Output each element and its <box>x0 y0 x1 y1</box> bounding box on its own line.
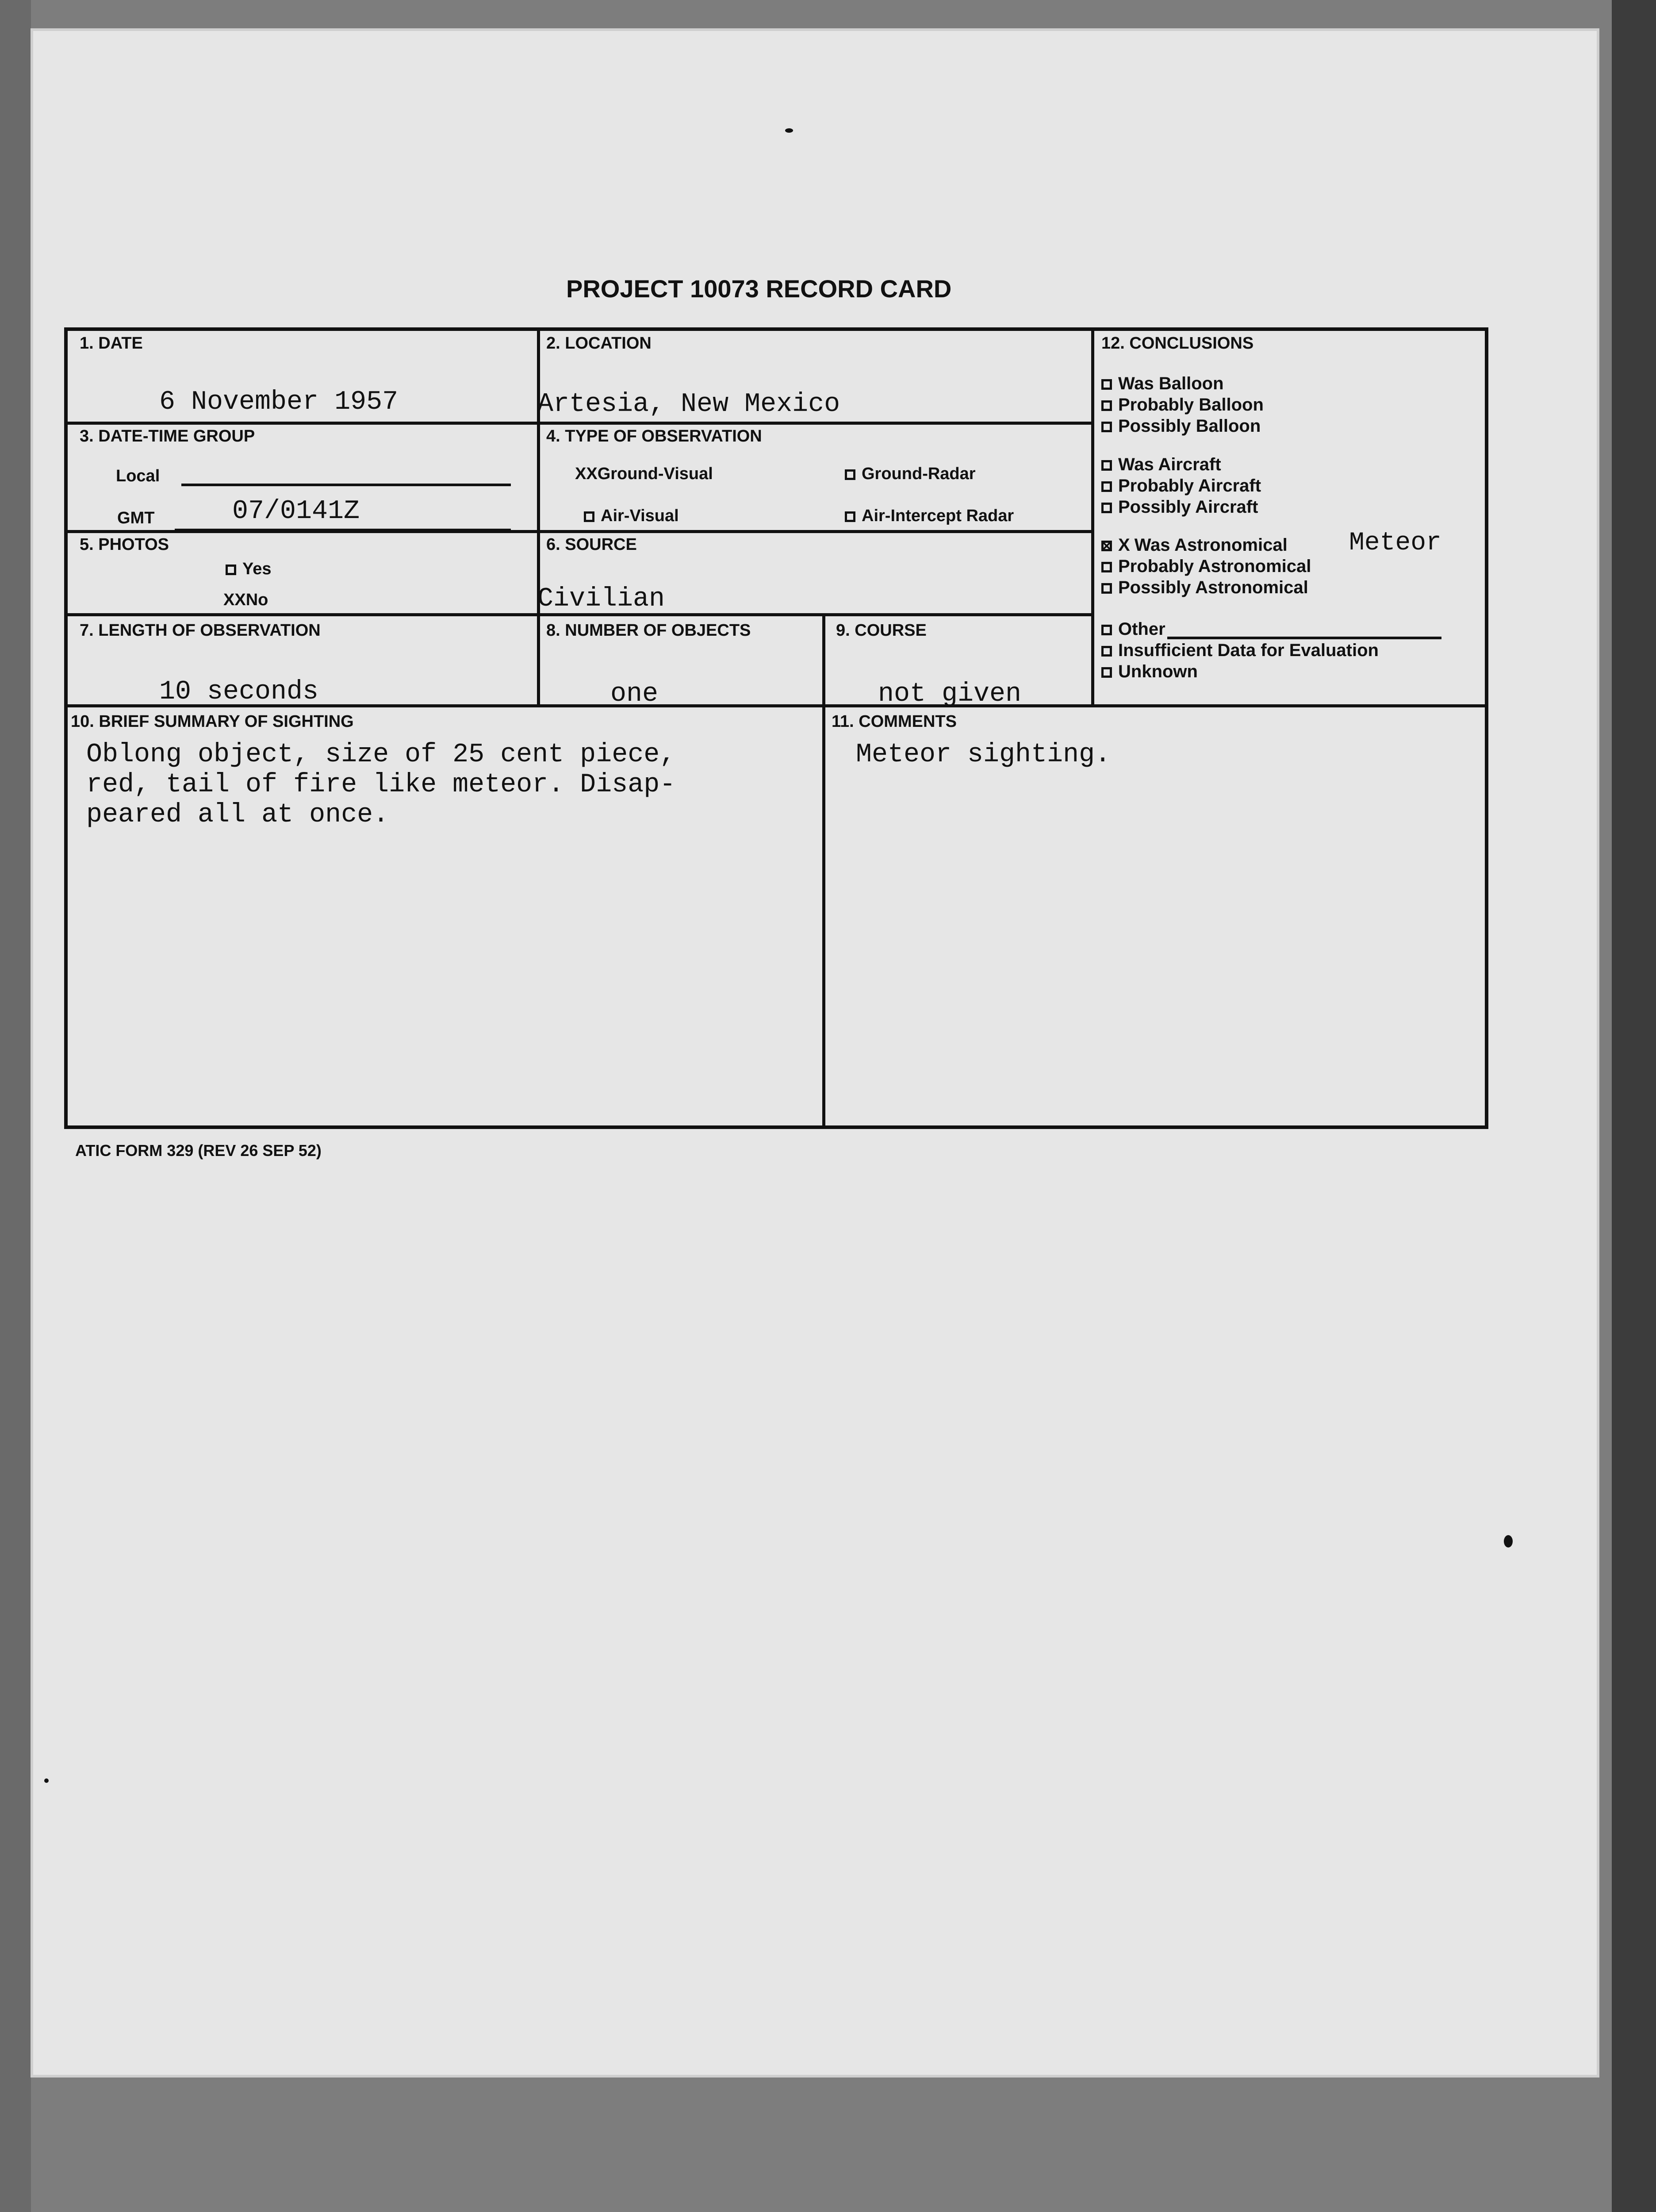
conclusion-label: Was Balloon <box>1118 374 1224 393</box>
checkbox-icon <box>1101 646 1112 657</box>
conclusion-was-balloon <box>1101 374 1224 394</box>
ground-visual-label: Ground-Visual <box>597 465 713 483</box>
conclusion-insufficient <box>1101 641 1379 661</box>
conclusion-unknown <box>1101 662 1198 682</box>
type-of-observation-label: 4. TYPE OF OBSERVATION <box>546 427 762 445</box>
photos-label: 5. PHOTOS <box>80 535 169 554</box>
checkbox-icon <box>1101 481 1112 492</box>
location-label: 2. LOCATION <box>546 334 652 353</box>
date-time-group-label: 3. DATE-TIME GROUP <box>80 427 255 445</box>
date-value: 6 November 1957 <box>159 387 399 417</box>
checkbox-checked-icon <box>1101 541 1112 551</box>
scan-left-edge <box>0 0 31 2212</box>
speck <box>785 128 793 133</box>
length-value: 10 seconds <box>159 677 319 707</box>
checkbox-icon <box>1101 667 1112 678</box>
conclusion-was-aircraft <box>1101 455 1221 475</box>
checkbox-icon <box>1101 422 1112 432</box>
checkbox-icon <box>845 469 855 480</box>
conclusion-possibly-balloon <box>1101 416 1261 436</box>
checkbox-icon <box>845 511 855 522</box>
conclusion-label: Possibly Balloon <box>1118 416 1261 436</box>
course-value: not given <box>878 679 1022 709</box>
comments-value: Meteor sighting. <box>856 740 1111 770</box>
checkbox-icon <box>1101 379 1112 390</box>
form-id: ATIC FORM 329 (REV 26 SEP 52) <box>75 1141 322 1160</box>
conclusion-label: Probably Astronomical <box>1118 557 1311 576</box>
conclusions-label: 12. CONCLUSIONS <box>1101 334 1254 353</box>
checkbox-icon <box>1101 460 1112 471</box>
summary-label: 10. BRIEF SUMMARY OF SIGHTING <box>71 712 354 731</box>
summary-line: red, tail of fire like meteor. Disap- <box>86 770 676 800</box>
grid-line <box>64 422 1091 425</box>
air-intercept-radar-option <box>845 507 1014 526</box>
source-label: 6. SOURCE <box>546 535 637 554</box>
conclusion-label: Probably Aircraft <box>1118 476 1261 495</box>
checkbox-icon <box>584 511 594 522</box>
grid-line <box>822 613 825 1129</box>
photos-yes-option <box>226 560 272 579</box>
course-label: 9. COURSE <box>836 621 927 640</box>
photos-no-option <box>223 591 268 610</box>
photos-no-label: No <box>245 591 268 609</box>
checkbox-icon <box>1101 562 1112 572</box>
gmt-label: GMT <box>117 509 155 527</box>
conclusion-label: Was Aircraft <box>1118 455 1221 474</box>
conclusion-label: Possibly Aircraft <box>1118 497 1258 517</box>
gmt-value: 07/0141Z <box>232 496 360 526</box>
number-of-objects-value: one <box>610 679 659 709</box>
conclusion-probably-astronomical <box>1101 557 1311 576</box>
conclusion-possibly-aircraft <box>1101 497 1258 517</box>
card-title: PROJECT 10073 RECORD CARD <box>566 275 952 303</box>
location-value: Artesia, New Mexico <box>537 389 840 419</box>
checkbox-icon <box>1101 400 1112 411</box>
conclusion-was-astronomical <box>1101 535 1288 555</box>
grid-line <box>537 327 540 704</box>
ground-visual-mark: XX <box>575 465 598 483</box>
photos-yes-label: Yes <box>242 560 272 578</box>
was-astronomical-mark: X <box>1118 535 1130 555</box>
ground-radar-label: Ground-Radar <box>862 465 976 483</box>
conclusion-probably-aircraft <box>1101 476 1261 496</box>
speck <box>1504 1535 1513 1548</box>
conclusion-other <box>1101 619 1441 639</box>
conclusion-probably-balloon <box>1101 395 1264 415</box>
ground-radar-option <box>845 465 976 484</box>
summary-line: Oblong object, size of 25 cent piece, <box>86 740 676 770</box>
number-of-objects-label: 8. NUMBER OF OBJECTS <box>546 621 751 640</box>
ground-visual-option <box>575 465 713 484</box>
conclusion-label: Unknown <box>1118 662 1198 681</box>
scan-right-edge <box>1612 0 1656 2212</box>
conclusion-label: Other <box>1118 619 1165 639</box>
checkbox-icon <box>1101 625 1112 635</box>
photos-no-mark: XX <box>223 591 246 609</box>
length-label: 7. LENGTH OF OBSERVATION <box>80 621 321 640</box>
speck <box>44 1778 49 1783</box>
local-blank <box>181 464 511 486</box>
conclusion-label: Was Astronomical <box>1134 535 1288 555</box>
other-blank <box>1167 632 1441 639</box>
air-visual-label: Air-Visual <box>601 507 679 525</box>
conclusion-possibly-astronomical <box>1101 578 1308 598</box>
checkbox-icon <box>226 565 236 575</box>
date-label: 1. DATE <box>80 334 143 353</box>
checkbox-icon <box>1101 503 1112 513</box>
comments-label: 11. COMMENTS <box>832 712 957 731</box>
air-visual-option <box>584 507 679 526</box>
air-intercept-radar-label: Air-Intercept Radar <box>862 507 1014 525</box>
grid-line <box>1091 327 1094 704</box>
conclusion-label: Insufficient Data for Evaluation <box>1118 641 1379 660</box>
local-label: Local <box>116 467 160 485</box>
was-astronomical-note: Meteor <box>1349 529 1441 557</box>
conclusion-label: Probably Balloon <box>1118 395 1264 415</box>
checkbox-icon <box>1101 583 1112 594</box>
conclusion-label: Possibly Astronomical <box>1118 578 1308 597</box>
source-value: Civilian <box>537 584 665 614</box>
summary-line: peared all at once. <box>86 800 389 830</box>
